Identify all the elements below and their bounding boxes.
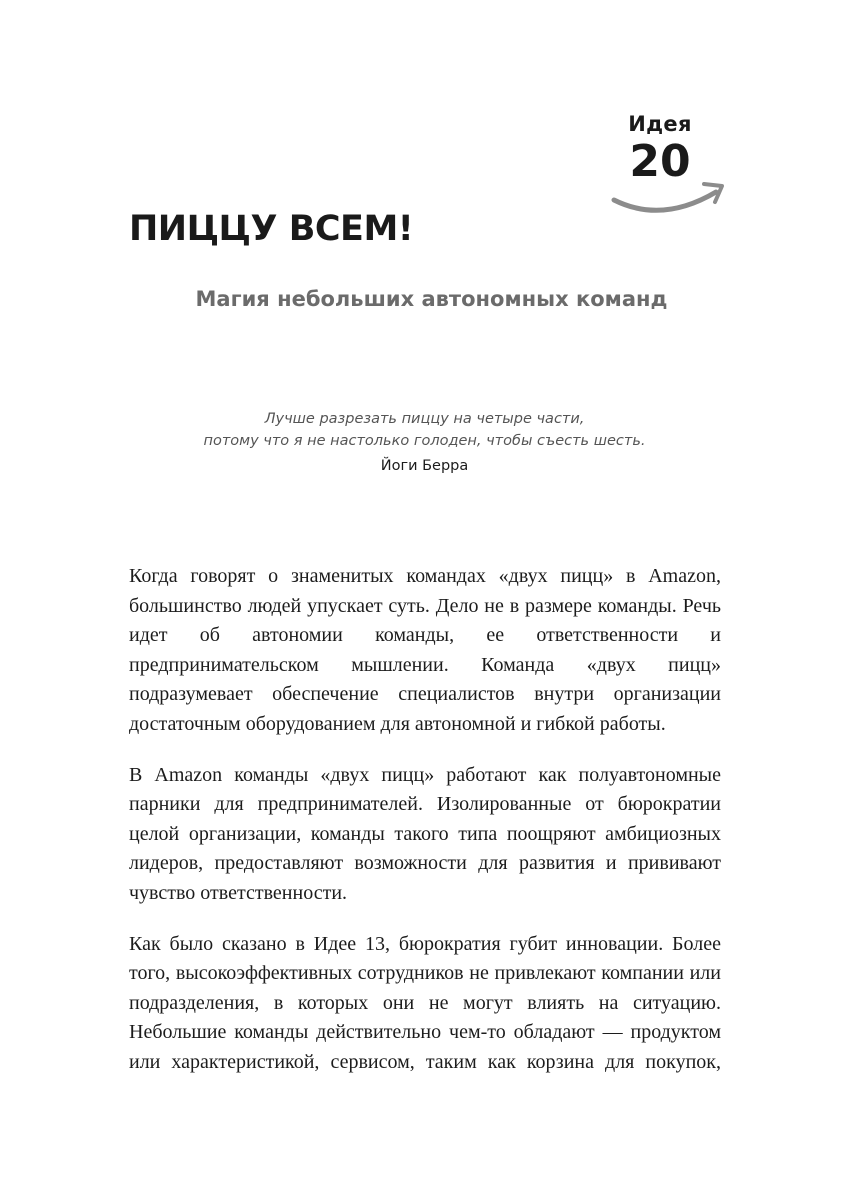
idea-badge	[600, 112, 732, 217]
chapter-subtitle: Магия небольших автономных команд	[195, 287, 668, 311]
epigraph	[0, 408, 849, 474]
idea-number: 20	[629, 136, 691, 187]
epigraph-line: потому что я не настолько голоден, чтобы съесть шесть.	[203, 433, 646, 449]
epigraph-line: Лучше разрезать пиццу на четыре части,	[264, 411, 585, 427]
body-paragraph: Когда говорят о знаменитых командах «двух пицц» в Amazon, большинство людей упускает суть. Дело не в размере команды. Речь идет об автономии команды, ее ответственности и предпринимательском мышлении. Команда «двух пицц» подразумевает обеспечение специалистов внутри организации достаточным оборудованием для автономной и гибкой работы.	[129, 565, 721, 735]
swoosh-arrow-icon	[600, 162, 732, 217]
body-text	[129, 562, 721, 1099]
idea-label: Идея	[628, 112, 692, 136]
body-paragraph: Как было сказано в Идее 13, бюрократия губит инновации. Более того, высокоэффективных сотрудников не привлекают компании или подразделения, в которых они не могут влиять на ситуацию. Небольшие команды действительно чем-то обладают — продуктом или характеристикой, сервисом, таким как корзина для покупок,	[129, 932, 721, 1073]
body-paragraph: В Amazon команды «двух пицц» работают как полуавтономные парники для предпринимателей. Изолированные от бюрократии целой организации, команды такого типа поощряют амбициозных лидеров, предоставляют возможности для развития и прививают чувство ответственности.	[129, 763, 721, 904]
epigraph-author: Йоги Берра	[380, 458, 469, 474]
chapter-title: ПИЦЦУ ВСЕМ!	[129, 209, 414, 249]
